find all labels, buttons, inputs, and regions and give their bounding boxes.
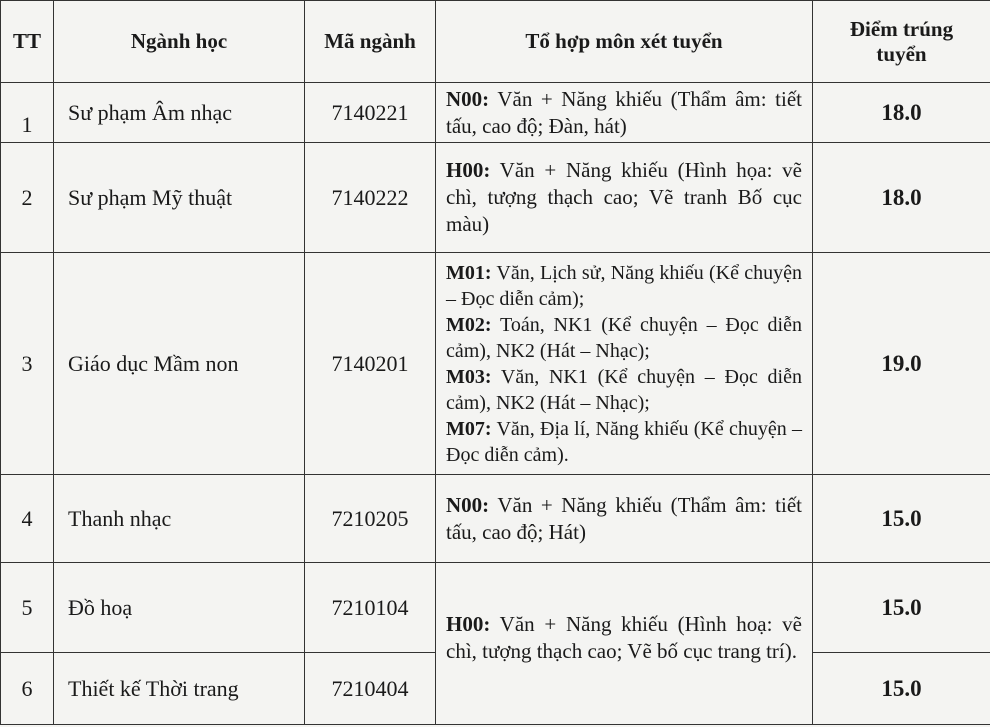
combo-text: Văn, NK1 (Kể chuyện – Đọc diễn cảm), NK2 (Hát – Nhạc); [446, 365, 802, 414]
combo-code: H00: [446, 158, 491, 182]
combo-code: N00: [446, 86, 490, 111]
row-tt: 2 [1, 143, 54, 253]
combo-line [446, 416, 802, 468]
combo-text: Toán, NK1 (Kể chuyện – Đọc diễn cảm), NK2 (Hát – Nhạc); [446, 313, 802, 362]
combo-code: M03: [446, 365, 492, 388]
table-row [1, 253, 990, 475]
combo-code: N00: [446, 492, 490, 517]
row-tt: 4 [1, 475, 54, 563]
header-code: Mã ngành [305, 1, 436, 83]
row-major: Sư phạm Mỹ thuật [54, 143, 305, 253]
row-score: 15.0 [813, 653, 990, 725]
table-header-row [1, 1, 990, 83]
header-score [813, 1, 990, 83]
row-major: Sư phạm Âm nhạc [54, 83, 305, 143]
combo-text: Văn + Năng khiếu (Thẩm âm: tiết tấu, cao độ; Hát) [446, 492, 802, 544]
row-score: 15.0 [813, 475, 990, 563]
header-tt: TT [1, 1, 54, 83]
row-code: 7210404 [305, 653, 436, 725]
row-major: Đồ hoạ [54, 563, 305, 653]
table-row [1, 475, 990, 563]
header-combo: Tổ hợp môn xét tuyển [436, 1, 813, 83]
row-code: 7140221 [305, 83, 436, 143]
table-row [1, 83, 990, 143]
row-combo [436, 475, 813, 563]
combo-line [446, 260, 802, 312]
row-combo [436, 83, 813, 143]
header-score-label: Điểm trúng tuyển [849, 16, 954, 66]
combo-line [446, 364, 802, 416]
row-score: 19.0 [813, 253, 990, 475]
combo-code: M01: [446, 261, 492, 284]
row-tt: 1 [1, 83, 54, 143]
combo-text: Văn + Năng khiếu (Hình hoạ: vẽ chì, tượng thạch cao; Vẽ bố cục trang trí). [446, 611, 802, 663]
combo-code: M02: [446, 313, 492, 336]
row-major: Thanh nhạc [54, 475, 305, 563]
row-code: 7140201 [305, 253, 436, 475]
header-major: Ngành học [54, 1, 305, 83]
combo-line [446, 312, 802, 364]
table-row [1, 143, 990, 253]
row-tt: 6 [1, 653, 54, 725]
row-score: 18.0 [813, 143, 990, 253]
combo-text: Văn, Lịch sử, Năng khiếu (Kể chuyện – Đọc diễn cảm); [446, 261, 802, 310]
row-code: 7210104 [305, 563, 436, 653]
row-combo-shared [436, 563, 813, 725]
row-major: Thiết kế Thời trang [54, 653, 305, 725]
row-score: 18.0 [813, 83, 990, 143]
row-tt: 3 [1, 253, 54, 475]
combo-code: M07: [446, 417, 492, 440]
row-score: 15.0 [813, 563, 990, 653]
row-code: 7140222 [305, 143, 436, 253]
combo-text: Văn + Năng khiếu (Hình họa: vẽ chì, tượng thạch cao; Vẽ tranh Bố cục màu) [446, 158, 802, 236]
row-tt: 5 [1, 563, 54, 653]
row-combo [436, 253, 813, 475]
combo-code: H00: [446, 611, 491, 636]
row-combo [436, 143, 813, 253]
combo-text: Văn + Năng khiếu (Thẩm âm: tiết tấu, cao độ; Đàn, hát) [446, 86, 802, 138]
row-code: 7210205 [305, 475, 436, 563]
table-row [1, 563, 990, 653]
combo-text: Văn, Địa lí, Năng khiếu (Kể chuyện – Đọc diễn cảm). [446, 417, 802, 466]
row-major: Giáo dục Mầm non [54, 253, 305, 475]
